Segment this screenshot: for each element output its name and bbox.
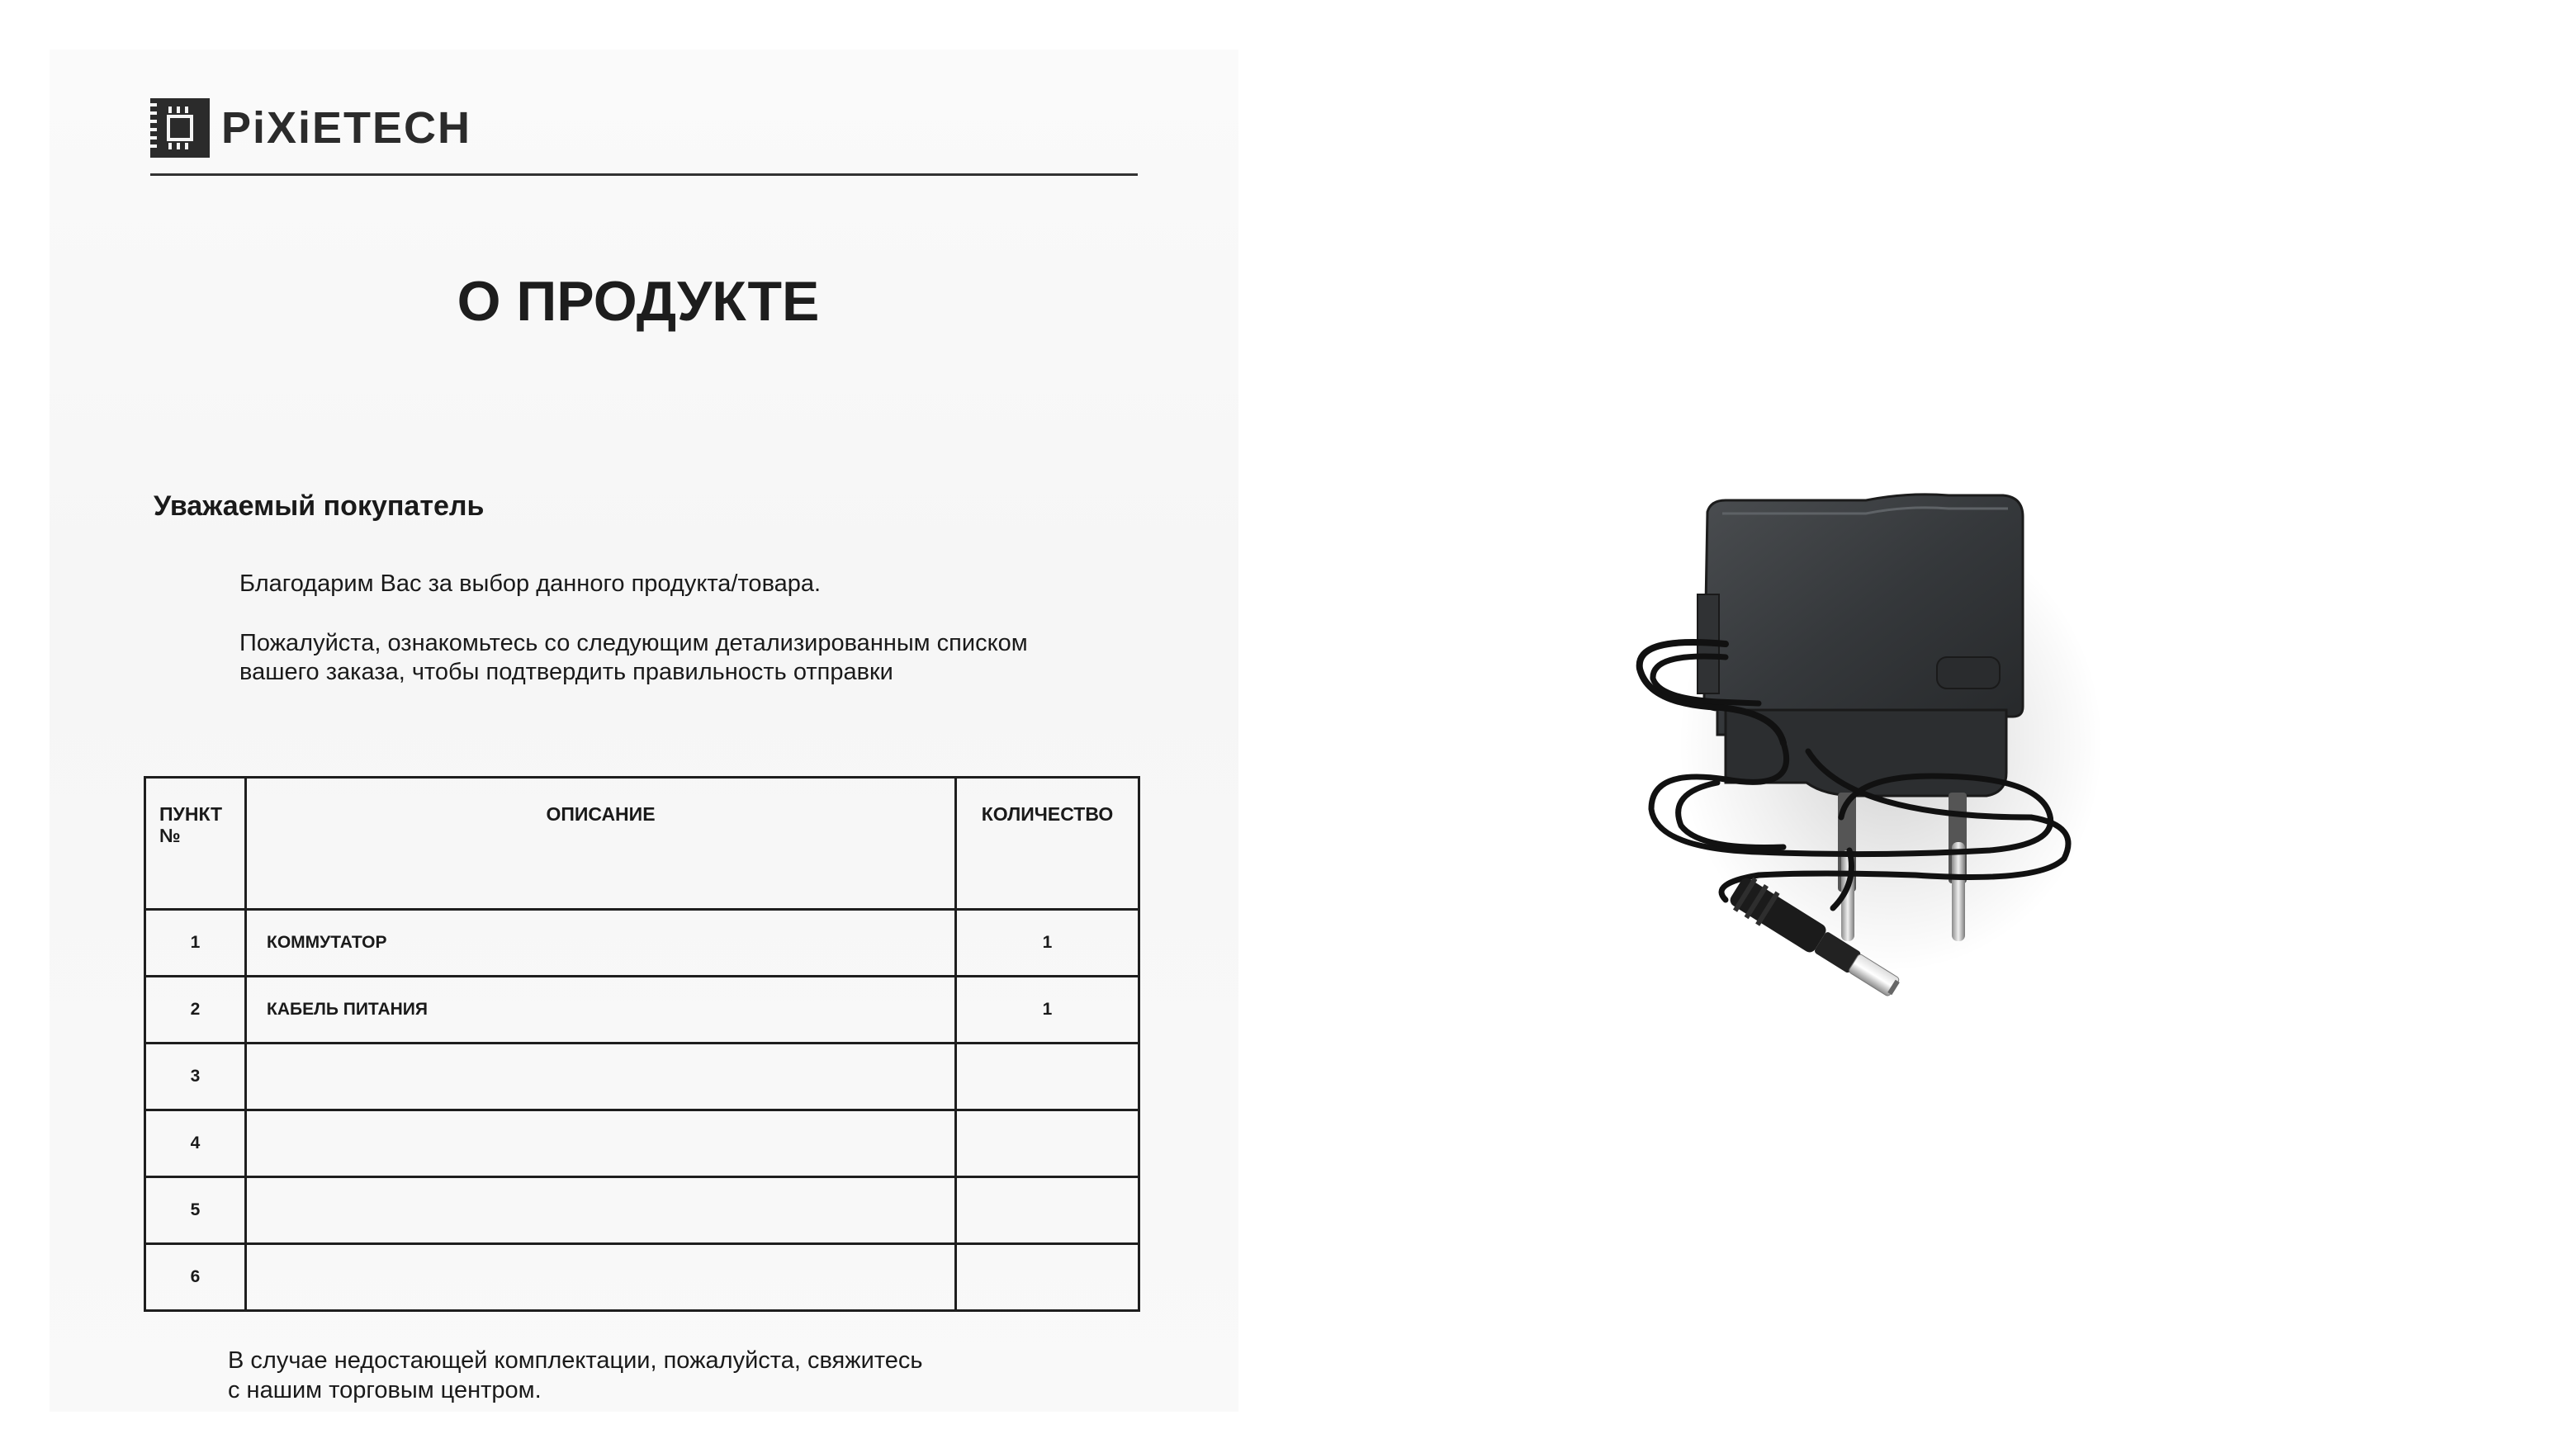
instruction-paragraph <box>239 629 1148 687</box>
brand-name: PiXiETECH <box>221 103 472 153</box>
row-quantity <box>956 1044 1139 1110</box>
header-quantity: КОЛИЧЕСТВО <box>956 778 1139 910</box>
row-description: КАБЕЛЬ ПИТАНИЯ <box>246 977 956 1044</box>
instruction-line: Пожалуйста, ознакомьтесь со следующим детализированным списком <box>239 630 1028 656</box>
row-quantity: 1 <box>956 910 1139 977</box>
header-description: ОПИСАНИЕ <box>246 778 956 910</box>
row-quantity <box>956 1177 1139 1244</box>
footer-note <box>228 1346 923 1405</box>
document-title: О ПРОДУКТЕ <box>457 270 820 333</box>
row-number: 1 <box>145 910 246 977</box>
table-row <box>145 1110 1139 1177</box>
row-description <box>246 1044 956 1110</box>
row-description <box>246 1244 956 1311</box>
row-number: 2 <box>145 977 246 1044</box>
brand-logo <box>150 96 471 160</box>
thanks-paragraph: Благодарим Вас за выбор данного продукта/товара. <box>239 570 822 597</box>
row-description: КОММУТАТОР <box>246 910 956 977</box>
row-number: 5 <box>145 1177 246 1244</box>
table-row <box>145 1044 1139 1110</box>
row-quantity <box>956 1244 1139 1311</box>
table-row <box>145 1244 1139 1311</box>
row-quantity: 1 <box>956 977 1139 1044</box>
row-quantity <box>956 1110 1139 1177</box>
row-number: 3 <box>145 1044 246 1110</box>
table-row <box>145 1177 1139 1244</box>
header-item-label: № <box>159 825 181 846</box>
header-item-label: ПУНКТ <box>159 803 223 825</box>
row-description <box>246 1110 956 1177</box>
power-adapter-icon <box>1602 462 2229 1090</box>
instruction-line: вашего заказа, чтобы подтвердить правильность отправки <box>239 659 893 685</box>
table-row <box>145 977 1139 1044</box>
row-number: 6 <box>145 1244 246 1311</box>
row-number: 4 <box>145 1110 246 1177</box>
header-item-number <box>145 778 246 910</box>
product-photo <box>1602 462 2229 1090</box>
footer-line: с нашим торговым центром. <box>228 1377 542 1403</box>
chip-icon <box>150 98 210 158</box>
table-header-row <box>145 778 1139 910</box>
table-row <box>145 910 1139 977</box>
header-divider <box>150 173 1138 176</box>
greeting: Уважаемый покупатель <box>154 490 485 522</box>
order-table <box>144 776 1140 1312</box>
footer-line: В случае недостающей комплектации, пожалуйста, свяжитесь <box>228 1347 923 1374</box>
row-description <box>246 1177 956 1244</box>
